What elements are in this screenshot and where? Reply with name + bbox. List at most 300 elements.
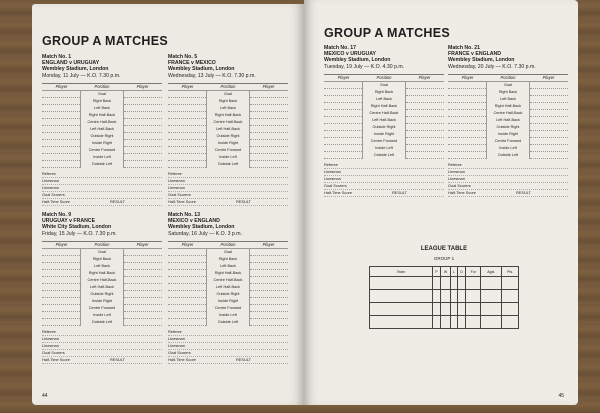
position-label: Goal	[206, 91, 250, 98]
player-entry-line	[168, 277, 206, 284]
position-column-header: Position	[94, 241, 110, 247]
player-entry-line	[168, 284, 206, 291]
footer-line	[42, 343, 162, 350]
footer-label: Referee	[42, 328, 56, 334]
lineup-row	[168, 140, 288, 147]
match-footer	[324, 162, 444, 197]
footer-line	[168, 357, 288, 364]
position-label: Centre Forward	[206, 305, 250, 312]
footer-label: Half-Time Score	[324, 189, 352, 195]
lineup-row	[42, 133, 162, 140]
player-entry-line	[406, 89, 444, 96]
lineup-row	[324, 117, 444, 124]
player-entry-line	[448, 103, 486, 110]
lineup-row	[42, 147, 162, 154]
footer-line	[324, 162, 444, 169]
player-column-header: Player	[181, 241, 194, 247]
lineup-row	[448, 131, 568, 138]
league-row	[370, 290, 519, 303]
league-column-header: P	[433, 267, 441, 277]
player-entry-line	[42, 119, 80, 126]
league-table	[369, 266, 519, 329]
page-heading: GROUP A MATCHES	[42, 34, 169, 48]
player-entry-line	[250, 161, 288, 168]
player-entry-line	[42, 154, 80, 161]
result-label: RESULT	[109, 198, 126, 204]
result-label: RESULT	[391, 189, 408, 195]
position-label: Inside Left	[80, 154, 124, 161]
position-label: Outside Left	[80, 319, 124, 326]
position-label: Outside Right	[486, 124, 530, 131]
league-cell	[440, 303, 450, 316]
position-label: Right Back	[486, 89, 530, 96]
player-entry-line	[406, 103, 444, 110]
lineup-header	[168, 84, 288, 91]
player-entry-line	[42, 263, 80, 270]
result-label: RESULT	[515, 189, 532, 195]
player-entry-line	[168, 270, 206, 277]
match-footer	[168, 171, 288, 206]
lineup-row	[448, 82, 568, 89]
footer-line	[168, 329, 288, 336]
player-entry-line	[124, 105, 162, 112]
player-entry-line	[324, 103, 362, 110]
position-column-header: Position	[220, 83, 236, 89]
lineup-row	[42, 319, 162, 326]
league-column-header: W	[440, 267, 450, 277]
league-cell	[466, 316, 481, 329]
position-label: Goal	[80, 91, 124, 98]
position-label: Right Back	[206, 98, 250, 105]
league-cell	[466, 290, 481, 303]
player-entry-line	[406, 82, 444, 89]
footer-line	[168, 343, 288, 350]
position-label: Left Back	[80, 263, 124, 270]
match-teams: ENGLAND v URUGUAY	[42, 60, 100, 67]
match-card	[324, 45, 444, 197]
player-entry-line	[42, 91, 80, 98]
league-cell	[451, 316, 458, 329]
player-entry-line	[250, 126, 288, 133]
player-entry-line	[530, 110, 568, 117]
footer-line	[448, 190, 568, 197]
match-number: Match No. 5	[168, 54, 198, 60]
footer-line	[42, 178, 162, 185]
player-entry-line	[530, 138, 568, 145]
position-label: Outside Right	[362, 124, 406, 131]
footer-line	[324, 190, 444, 197]
footer-label: Goal Scorers	[42, 191, 65, 197]
player-entry-line	[42, 249, 80, 256]
position-label: Outside Left	[206, 319, 250, 326]
footer-line	[42, 336, 162, 343]
footer-label: Linesman	[168, 342, 185, 348]
result-label: RESULT	[235, 356, 252, 362]
league-table-group: GROUP 1	[433, 256, 455, 261]
player-entry-line	[250, 91, 288, 98]
footer-line	[448, 162, 568, 169]
position-label: Right Back	[362, 89, 406, 96]
footer-line	[42, 329, 162, 336]
match-venue: Wembley Stadium, London	[42, 66, 109, 73]
match-date: Friday, 15 July — K.O. 7.30 p.m.	[42, 230, 117, 237]
lineup-header	[42, 242, 162, 249]
position-label: Centre Forward	[80, 305, 124, 312]
player-entry-line	[124, 263, 162, 270]
position-label: Left Half-Back	[206, 284, 250, 291]
position-label: Right Half-Back	[80, 270, 124, 277]
league-cell	[502, 290, 519, 303]
match-card	[42, 212, 162, 364]
lineup-row	[168, 147, 288, 154]
league-cell	[440, 277, 450, 290]
footer-label: Goal Scorers	[448, 182, 471, 188]
player-column-header: Player	[136, 83, 149, 89]
lineup-row	[42, 256, 162, 263]
player-entry-line	[250, 263, 288, 270]
league-cell	[370, 277, 433, 290]
player-entry-line	[168, 291, 206, 298]
match-teams: FRANCE v ENGLAND	[448, 51, 502, 58]
player-entry-line	[324, 152, 362, 159]
position-label: Goal	[80, 249, 124, 256]
footer-label: Goal Scorers	[168, 349, 191, 355]
player-entry-line	[530, 82, 568, 89]
player-entry-line	[448, 124, 486, 131]
player-entry-line	[124, 161, 162, 168]
player-entry-line	[168, 98, 206, 105]
player-entry-line	[530, 117, 568, 124]
footer-label: Linesman	[42, 342, 59, 348]
footer-line	[324, 169, 444, 176]
league-row	[370, 277, 519, 290]
player-entry-line	[250, 112, 288, 119]
player-entry-line	[250, 312, 288, 319]
player-entry-line	[250, 319, 288, 326]
footer-line	[168, 192, 288, 199]
footer-label: Linesman	[42, 184, 59, 190]
match-teams: MEXICO v URUGUAY	[324, 51, 376, 58]
position-label: Left Back	[80, 105, 124, 112]
position-label: Left Back	[206, 105, 250, 112]
player-entry-line	[124, 270, 162, 277]
player-entry-line	[42, 112, 80, 119]
player-entry-line	[42, 319, 80, 326]
player-entry-line	[42, 312, 80, 319]
player-entry-line	[168, 298, 206, 305]
match-footer	[42, 171, 162, 206]
match-number: Match No. 13	[168, 212, 200, 218]
position-label: Goal	[362, 82, 406, 89]
player-entry-line	[324, 131, 362, 138]
player-entry-line	[406, 96, 444, 103]
league-cell	[370, 303, 433, 316]
lineup-row	[42, 270, 162, 277]
player-entry-line	[324, 110, 362, 117]
match-number: Match No. 9	[42, 212, 72, 218]
player-entry-line	[324, 82, 362, 89]
league-cell	[458, 303, 466, 316]
league-cell	[370, 290, 433, 303]
player-entry-line	[448, 152, 486, 159]
player-column-header: Player	[136, 241, 149, 247]
player-entry-line	[42, 277, 80, 284]
player-entry-line	[124, 305, 162, 312]
position-label: Right Half-Back	[206, 270, 250, 277]
player-entry-line	[124, 91, 162, 98]
league-cell	[481, 277, 502, 290]
player-entry-line	[42, 305, 80, 312]
lineup-row	[324, 103, 444, 110]
player-entry-line	[530, 96, 568, 103]
league-table-section	[359, 246, 529, 329]
footer-line	[168, 336, 288, 343]
player-entry-line	[42, 147, 80, 154]
lineup-row	[324, 145, 444, 152]
lineup-row	[168, 154, 288, 161]
position-label: Centre Forward	[80, 147, 124, 154]
player-entry-line	[124, 298, 162, 305]
position-column-header: Position	[94, 83, 110, 89]
player-entry-line	[530, 89, 568, 96]
player-entry-line	[124, 249, 162, 256]
match-teams: URUGUAY v FRANCE	[42, 218, 96, 225]
player-entry-line	[448, 96, 486, 103]
lineup-header	[448, 75, 568, 82]
footer-line	[42, 192, 162, 199]
player-entry-line	[530, 124, 568, 131]
league-cell	[451, 277, 458, 290]
lineup-row	[42, 305, 162, 312]
footer-label: Half-Time Score	[168, 356, 196, 362]
footer-label: Referee	[448, 161, 462, 167]
match-date: Saturday, 16 July — K.O. 3 p.m.	[168, 230, 242, 237]
match-date: Monday, 11 July — K.O. 7.30 p.m.	[42, 72, 121, 79]
league-cell	[451, 303, 458, 316]
player-entry-line	[124, 119, 162, 126]
footer-line	[42, 171, 162, 178]
match-venue: White City Stadium, London	[42, 224, 112, 231]
position-label: Inside Left	[362, 145, 406, 152]
position-label: Inside Left	[206, 154, 250, 161]
footer-line	[448, 169, 568, 176]
player-entry-line	[168, 161, 206, 168]
footer-line	[324, 183, 444, 190]
result-label: RESULT	[235, 198, 252, 204]
position-label: Centre Half-Back	[206, 277, 250, 284]
player-entry-line	[124, 147, 162, 154]
position-label: Left Half-Back	[206, 126, 250, 133]
league-row	[370, 316, 519, 329]
player-column-header: Player	[55, 83, 68, 89]
player-entry-line	[324, 117, 362, 124]
player-entry-line	[124, 277, 162, 284]
lineup-row	[168, 305, 288, 312]
position-column-header: Position	[220, 241, 236, 247]
league-cell	[433, 303, 441, 316]
league-column-header: For	[466, 267, 481, 277]
player-entry-line	[168, 256, 206, 263]
lineup-header	[168, 242, 288, 249]
lineup-row	[168, 256, 288, 263]
player-entry-line	[124, 126, 162, 133]
lineup-row	[42, 140, 162, 147]
lineup-row	[324, 152, 444, 159]
player-entry-line	[406, 110, 444, 117]
position-label: Centre Forward	[362, 138, 406, 145]
player-entry-line	[168, 263, 206, 270]
league-cell	[433, 290, 441, 303]
match-date: Wednesday, 20 July — K.O. 7.30 p.m.	[448, 63, 536, 70]
player-entry-line	[42, 256, 80, 263]
lineup-row	[448, 117, 568, 124]
position-label: Goal	[486, 82, 530, 89]
footer-label: Referee	[168, 170, 182, 176]
lineup-row	[168, 319, 288, 326]
lineup-grid	[42, 241, 162, 326]
player-entry-line	[124, 284, 162, 291]
lineup-row	[168, 284, 288, 291]
player-entry-line	[124, 312, 162, 319]
player-entry-line	[406, 152, 444, 159]
footer-label: Linesman	[42, 335, 59, 341]
player-entry-line	[168, 119, 206, 126]
league-cell	[466, 303, 481, 316]
footer-label: Half-Time Score	[168, 198, 196, 204]
match-card	[448, 45, 568, 197]
player-entry-line	[406, 117, 444, 124]
position-label: Centre Half-Back	[206, 119, 250, 126]
player-entry-line	[124, 154, 162, 161]
lineup-row	[42, 154, 162, 161]
footer-label: Linesman	[448, 175, 465, 181]
league-cell	[370, 316, 433, 329]
player-entry-line	[250, 291, 288, 298]
footer-line	[448, 183, 568, 190]
league-cell	[440, 290, 450, 303]
player-entry-line	[448, 89, 486, 96]
player-entry-line	[42, 161, 80, 168]
league-cell	[502, 316, 519, 329]
lineup-grid	[42, 83, 162, 168]
position-label: Left Half-Back	[80, 126, 124, 133]
position-label: Left Half-Back	[486, 117, 530, 124]
footer-line	[448, 176, 568, 183]
lineup-row	[448, 124, 568, 131]
position-label: Centre Half-Back	[80, 119, 124, 126]
league-cell	[458, 277, 466, 290]
match-venue: Wembley Stadium, London	[448, 57, 515, 64]
position-label: Outside Left	[206, 161, 250, 168]
match-card	[42, 54, 162, 206]
position-column-header: Position	[376, 74, 392, 80]
lineup-grid	[324, 74, 444, 159]
player-entry-line	[250, 256, 288, 263]
player-entry-line	[124, 319, 162, 326]
player-entry-line	[530, 103, 568, 110]
lineup-row	[42, 105, 162, 112]
player-entry-line	[324, 89, 362, 96]
player-entry-line	[250, 298, 288, 305]
lineup-row	[324, 96, 444, 103]
league-column-header: L	[451, 267, 458, 277]
player-entry-line	[250, 277, 288, 284]
match-footer	[42, 329, 162, 364]
position-label: Right Back	[206, 256, 250, 263]
footer-label: Linesman	[324, 168, 341, 174]
player-entry-line	[324, 96, 362, 103]
lineup-row	[42, 126, 162, 133]
footer-label: Half-Time Score	[42, 198, 70, 204]
lineup-header	[324, 75, 444, 82]
player-entry-line	[406, 145, 444, 152]
league-cell	[458, 290, 466, 303]
lineup-row	[448, 145, 568, 152]
player-entry-line	[168, 126, 206, 133]
position-label: Outside Right	[80, 291, 124, 298]
player-entry-line	[324, 124, 362, 131]
player-entry-line	[124, 291, 162, 298]
left-page	[32, 4, 304, 405]
player-entry-line	[406, 131, 444, 138]
position-label: Inside Left	[206, 312, 250, 319]
player-entry-line	[42, 105, 80, 112]
lineup-row	[168, 112, 288, 119]
player-entry-line	[168, 112, 206, 119]
match-date: Tuesday, 19 July — K.O. 4.30 p.m.	[324, 63, 405, 70]
player-entry-line	[250, 140, 288, 147]
position-label: Centre Forward	[206, 147, 250, 154]
lineup-row	[324, 110, 444, 117]
league-cell	[433, 316, 441, 329]
player-entry-line	[168, 91, 206, 98]
player-entry-line	[124, 98, 162, 105]
position-label: Right Back	[80, 256, 124, 263]
player-entry-line	[168, 147, 206, 154]
right-page	[304, 0, 578, 405]
player-entry-line	[250, 105, 288, 112]
position-label: Inside Right	[80, 298, 124, 305]
lineup-row	[448, 152, 568, 159]
player-entry-line	[168, 312, 206, 319]
lineup-grid	[168, 83, 288, 168]
footer-label: Linesman	[448, 168, 465, 174]
position-label: Inside Right	[206, 140, 250, 147]
player-entry-line	[448, 138, 486, 145]
player-entry-line	[448, 110, 486, 117]
position-label: Inside Right	[362, 131, 406, 138]
lineup-row	[168, 161, 288, 168]
league-cell	[433, 277, 441, 290]
player-entry-line	[250, 305, 288, 312]
player-entry-line	[168, 154, 206, 161]
footer-label: Linesman	[168, 335, 185, 341]
match-date: Wednesday, 13 July — K.O. 7.30 p.m.	[168, 72, 256, 79]
lineup-row	[448, 96, 568, 103]
position-label: Centre Half-Back	[486, 110, 530, 117]
position-label: Left Half-Back	[80, 284, 124, 291]
player-column-header: Player	[262, 83, 275, 89]
player-entry-line	[324, 138, 362, 145]
lineup-row	[168, 312, 288, 319]
footer-line	[42, 199, 162, 206]
lineup-row	[448, 89, 568, 96]
lineup-row	[168, 263, 288, 270]
league-cell	[481, 290, 502, 303]
match-number: Match No. 1	[42, 54, 72, 60]
position-label: Outside Right	[206, 291, 250, 298]
page-number: 45	[558, 393, 564, 399]
